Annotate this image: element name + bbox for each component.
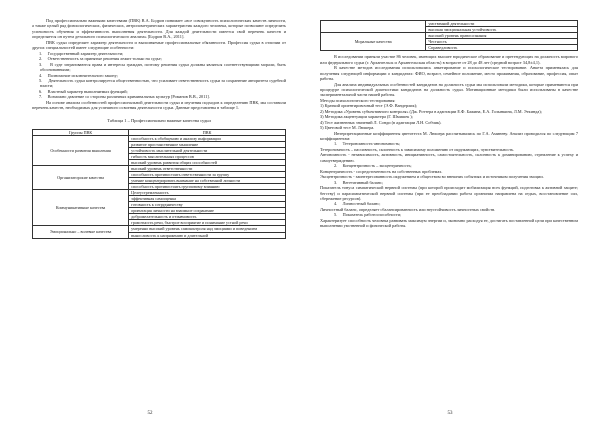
list-item: Эксцентричность - заинтересованность окружением и обществом во внешних событиях и источником получения эмоции. — [320, 174, 544, 180]
table-cell: гибкость мыслительных процессов — [129, 153, 286, 159]
page-number-left: 52 — [147, 411, 153, 416]
list-item: 2. Ответственность за принятые решения лежит только на судье; — [39, 56, 162, 62]
interpretation-heading: Интерпретационные коэффициенты цветотеста М. Люшера рассчитывались по Г.А. Аминеву. Анализ проводился по следующим 7 коэффициентам: — [320, 130, 578, 142]
column-header-pvk: ПВК — [129, 129, 286, 135]
list-item: 3) Методика акцентуации характера (Г. Шмишек ); — [320, 114, 413, 120]
list-item: 2. Концентричность – эксцентричность; — [334, 163, 412, 169]
table-group-cell: Моральные качества — [321, 33, 426, 51]
page-number-right: 53 — [447, 411, 453, 416]
table-cell: устойчивость мыслительной деятельности — [129, 147, 286, 153]
table-cell: высокий уровень ответственности — [129, 165, 286, 171]
features-list — [32, 51, 286, 100]
list-item: Автономность - независимость, активность, инициативность, самостоятельность, склонность к доминированию, стремление к успеху и самоутверждению. — [320, 152, 578, 163]
table-row — [33, 226, 286, 232]
table-cell: высокая эмоциональная устойчивость — [426, 27, 578, 33]
methods-heading: Методы психологического тестирования: — [320, 97, 396, 103]
table-cell: способность к обобщению и анализу информации — [129, 135, 286, 141]
methods-list — [320, 103, 578, 130]
table-cell: Честность — [426, 39, 578, 45]
table-group-cell: Организаторские качества — [33, 165, 129, 189]
table-group-cell: Эмоционально – волевые качества — [33, 226, 129, 238]
coefficients-list — [320, 141, 578, 228]
table-cell: способность противостоять групповому влиянию — [129, 184, 286, 190]
pvk-table — [32, 129, 286, 239]
list-item: 1. Тетерономность-автономность; — [334, 141, 401, 147]
features-paragraph: ПВК судьи определяет характер деятельности и выполняемые профессиональные обязанности. Профессия судьи в отличии от других специальностей имеет следующие особенности: — [32, 39, 286, 51]
table-cell: умственной деятельности — [426, 21, 578, 27]
list-item: 5. Показатель работоспособности; — [334, 212, 402, 218]
study-paragraph: В исследовании приняли участие 86 человек, имеющих высшее юридическое образование и претендующих на должность мирового или федерального судьи (г. Архангельск и Архангельская область) в возрасте от 28 до 48 лет (средний возраст 34,8±4,1). — [320, 54, 578, 65]
list-item: 4. Полномочие исключительного закону; — [39, 72, 118, 78]
list-item: Характеризует способность человека развивать максимум энергии и, экономно расходуя ее, достигать поставленной цели при качественном выполнении умственной и физической работы. — [320, 217, 578, 229]
list-item: Показатель тонуса симпатической нервной системы (при которой происходит мобилизация всех функций, подготовка к активной защите; бегству) и парасимпатической нервной системы (при ее преобладании работа организма направлена на отдых, восстановление сил, сбережение ресурсов). — [320, 185, 578, 202]
list-item: 1) Краткий ориентировочный тест (Э.Ф. Вандерлик); — [320, 103, 418, 109]
table-cell: ориентация личности на взаимное сохранение — [129, 208, 286, 214]
list-item: 1. Государственный характер деятельности; — [39, 50, 124, 56]
table-cell: эффективная самооценка — [129, 196, 286, 202]
list-item: 2) Методика «Уровень субъективного контроля» (Дж. Роттера в адаптации Е.Ф. Бажина, Е.А. Голынкина, Л.М. Эткинда); — [320, 108, 542, 114]
table-cell: Целеустремленность — [129, 190, 286, 196]
table-cell: высокий уровень развития общих способностей — [129, 159, 286, 165]
table-title: Таблица 1 – Профессионально важные качества судьи — [107, 117, 211, 123]
column-header-groups: Группы ПВК — [33, 129, 129, 135]
table-cell: развитое простанственное мышление — [129, 141, 286, 147]
list-item: 5. Деятельность судьи контролируется общественностью, что усиливает ответственность судьи за сохранение авторитета судебной власти; — [39, 77, 286, 89]
table-cell: Справедливость — [426, 45, 578, 51]
list-item: 3. В суде затрагиваются права и интересы граждан, поэтому решения судьи должны являться соответствующими морали, быть обоснованными; — [39, 61, 286, 73]
list-item: 4. Личностный баланс; — [334, 201, 381, 207]
table-group-cell: Особенности развития мышления — [33, 135, 129, 165]
list-item: 4) Тест жизненных значений Л. Сонди (в адаптации Л.Н. Собчик). — [320, 119, 442, 125]
table-cell: умение концентрировать внимание на собственной личности — [129, 178, 286, 184]
table-cell: доброжелательность и отзывчивость — [129, 214, 286, 220]
table-reference-paragraph: На основе анализа особенностей профессиональной деятельности судьи и изучения подходов к определению ПВК, мы составили перечень качеств, необходимых для успешного освоения деятельности судьи. Данные представлены в таблице 1. — [32, 99, 286, 111]
table-cell: готовность к сотрудничеству — [129, 202, 286, 208]
table-cell: выносливость к напряжению и длительной — [129, 232, 286, 238]
intro-paragraph: Под профессионально важными качествами (ПВК) В.А. Бодров понимает «все совокупность психологических качеств личности, а также целый ряд физиологических, физических, антропометрических характеристик каждого человека, которые позволяют определить успешность обучения и эффективность выполнения деятельности. Для каждой деятельности имеется свой перечень качеств и определяется он путем детального психологического анализа» [Бодров В.А., 2011]. — [32, 18, 286, 40]
list-item: 5) Цветовой тест М. Люшера. — [320, 125, 375, 131]
table-cell: грамотность речи, быстрое восприятие и понимание устной речи — [129, 220, 286, 226]
pvk-table-continued — [320, 20, 578, 51]
list-item: 3. Вегетативный баланс; — [334, 179, 384, 185]
methods-paragraph: В качестве методов исследования использовались анкетирование и психологическое тестирование. Анкета применялась для получения следующей информации о кандидатах: ФИО, возраст, семейное положение, место проживания, образование, профессия, опыт работы. — [320, 65, 578, 82]
table-group-cell: Коммуникативные качества — [33, 190, 129, 226]
list-item: 6. Властный характер выполняемых функций; — [39, 88, 128, 94]
table-group-cell — [321, 21, 426, 33]
list-item: Концентричность - сосредоточенность на собственных проблемах. — [320, 168, 443, 174]
right-page — [300, 0, 600, 424]
table-cell: высокий уровень правосознания — [426, 33, 578, 39]
list-item: 7. Возможно давление со стороны различных криминальных культур [Романов В.В., 2011]. — [39, 94, 210, 100]
table-cell: умеренно высокий уровень самоконтроля над эмоциями и поведением — [129, 226, 286, 232]
list-item: Тетерономность – пассивность, склонность к зависимому положению от окружающих, чувствительность. — [320, 146, 515, 152]
methods-analysis-paragraph: Для анализа индивидуальных особенностей кандидатов на должность судьи мы использовали методики, которые применяются при процедуре психологической диагностики кандидатов на должность судьи. Мотивационные методики были использованы в качестве экспериментальной части нашей работы. — [320, 81, 578, 98]
list-item: Личностный баланс, определяет сбалансированность или неустойчивость личностных свойств. — [320, 206, 496, 212]
table-cell: способность противостоять ответственности за группу — [129, 172, 286, 178]
